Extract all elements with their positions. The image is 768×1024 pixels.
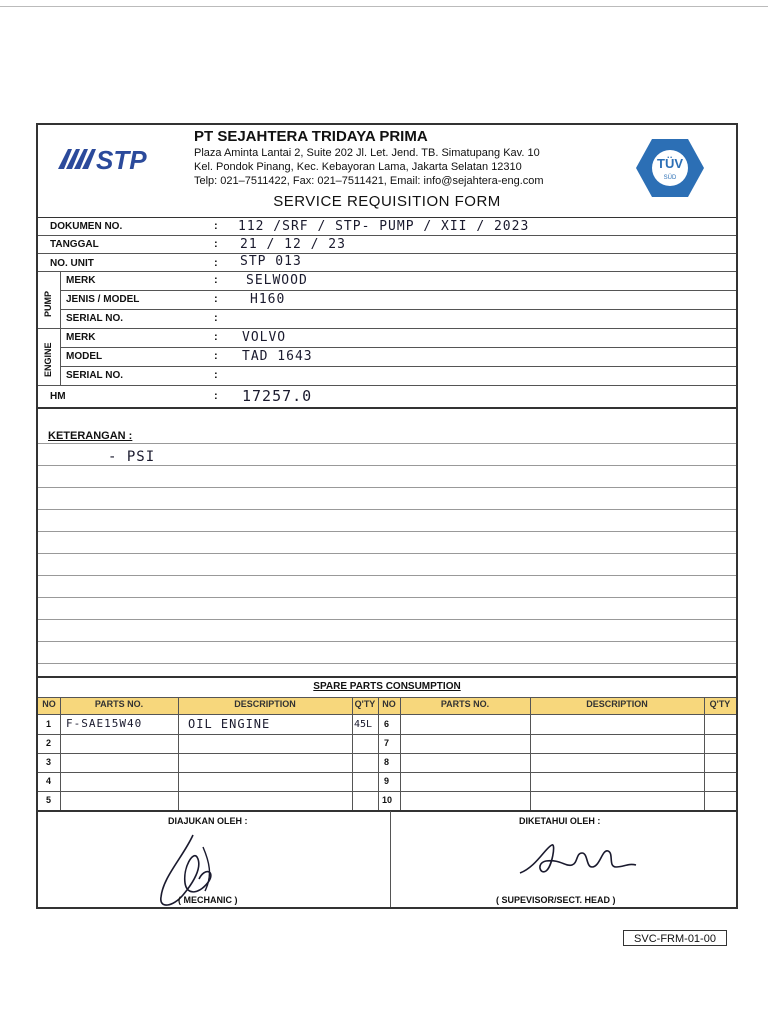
- pump-merk-label: MERK: [66, 275, 96, 286]
- form-header: [38, 125, 736, 218]
- acknowledged-by-label: DIKETAHUI OLEH :: [519, 816, 601, 826]
- note-line: [38, 663, 736, 664]
- colon: :: [214, 390, 218, 402]
- engine-merk-value: VOLVO: [242, 330, 287, 345]
- group-divider: [60, 271, 61, 385]
- colon: :: [214, 257, 218, 269]
- row1-qty: 45L: [354, 719, 373, 730]
- keterangan-note: - PSI: [108, 449, 156, 465]
- scan-edge-line: [0, 6, 768, 7]
- divider: [60, 347, 736, 348]
- engine-model-value: TAD 1643: [242, 349, 313, 364]
- pump-merk-value: SELWOOD: [246, 273, 308, 288]
- row-number: 7: [384, 738, 390, 748]
- colon: :: [214, 238, 218, 250]
- note-line: [38, 597, 736, 598]
- company-contact: Telp: 021–7511422, Fax: 021–7511421, Email: info@sejahtera-eng.com: [194, 175, 544, 187]
- supervisor-role: ( SUPEVISOR/SECT. HEAD ): [496, 895, 616, 905]
- spare-parts-title: SPARE PARTS CONSUMPTION: [313, 681, 461, 692]
- row-number: 10: [382, 795, 393, 805]
- row-number: 6: [384, 719, 390, 729]
- colon: :: [214, 331, 218, 343]
- service-requisition-form: [36, 123, 738, 909]
- colon: :: [214, 369, 218, 381]
- header-qty-right: Q'TY: [709, 699, 731, 709]
- dokumen-value: 112 /SRF / STP- PUMP / XII / 2023: [238, 219, 530, 234]
- table-bottom-line: [38, 810, 736, 812]
- colon: :: [214, 274, 218, 286]
- table-row-line: [38, 772, 736, 773]
- supervisor-signature: [516, 837, 646, 887]
- colon: :: [214, 220, 218, 232]
- divider: [60, 366, 736, 367]
- no-unit-value: STP 013: [240, 254, 302, 269]
- divider: [38, 328, 736, 329]
- row1-parts-no: F-SAE15W40: [66, 717, 143, 730]
- dokumen-label: DOKUMEN NO.: [50, 221, 123, 232]
- pump-serial-label: SERIAL NO.: [66, 313, 124, 324]
- header-parts-no-left: PARTS NO.: [94, 699, 144, 709]
- note-line: [38, 553, 736, 554]
- header-description-right: DESCRIPTION: [586, 699, 648, 709]
- company-name: PT SEJAHTERA TRIDAYA PRIMA: [194, 128, 428, 145]
- divider: [38, 271, 736, 272]
- header-qty-left: Q'TY: [354, 699, 376, 709]
- tuv-certification-badge: [634, 137, 706, 199]
- row-number: 2: [46, 738, 52, 748]
- divider: [38, 676, 736, 678]
- stp-logo-text: STP: [96, 145, 147, 173]
- row-number: 9: [384, 776, 390, 786]
- no-unit-label: NO. UNIT: [50, 258, 94, 269]
- signature-divider: [390, 811, 391, 907]
- row-number: 4: [46, 776, 52, 786]
- row-number: 3: [46, 757, 52, 767]
- note-line: [38, 531, 736, 532]
- colon: :: [214, 293, 218, 305]
- pump-model-label: JENIS / MODEL: [66, 294, 140, 305]
- table-row-line: [38, 791, 736, 792]
- engine-group-label: ENGINE: [43, 342, 53, 377]
- divider: [38, 235, 736, 236]
- tuv-text: TÜV: [657, 156, 683, 171]
- hm-value: 17257.0: [242, 387, 313, 405]
- divider: [38, 385, 736, 386]
- sud-text: SÜD: [663, 175, 677, 181]
- divider: [38, 407, 736, 409]
- divider: [60, 290, 736, 291]
- hm-label: HM: [50, 391, 66, 402]
- company-address-2: Kel. Pondok Pinang, Kec. Kebayoran Lama, Jakarta Selatan 12310: [194, 161, 522, 173]
- pump-model-value: H160: [250, 292, 286, 307]
- note-line: [38, 575, 736, 576]
- submitted-by-label: DIAJUKAN OLEH :: [168, 816, 248, 826]
- company-address-1: Plaza Aminta Lantai 2, Suite 202 Jl. Let. Jend. TB. Simatupang Kav. 10: [194, 147, 540, 159]
- divider: [60, 309, 736, 310]
- row-number: 5: [46, 795, 52, 805]
- row1-description: OIL ENGINE: [188, 717, 271, 731]
- table-row-line: [38, 734, 736, 735]
- note-line: [38, 443, 736, 444]
- note-line: [38, 619, 736, 620]
- header-description-left: DESCRIPTION: [234, 699, 296, 709]
- note-line: [38, 641, 736, 642]
- tanggal-value: 21 / 12 / 23: [240, 237, 346, 252]
- table-row-line: [38, 753, 736, 754]
- note-line: [38, 465, 736, 466]
- colon: :: [214, 312, 218, 324]
- header-no-left: NO: [42, 699, 56, 709]
- stp-logo: [58, 143, 183, 173]
- divider: [38, 253, 736, 254]
- pump-group-label: PUMP: [43, 290, 53, 317]
- form-title: SERVICE REQUISITION FORM: [273, 193, 501, 210]
- tanggal-label: TANGGAL: [50, 239, 99, 250]
- note-line: [38, 487, 736, 488]
- note-line: [38, 509, 736, 510]
- keterangan-label: KETERANGAN :: [48, 430, 133, 442]
- engine-merk-label: MERK: [66, 332, 96, 343]
- colon: :: [214, 350, 218, 362]
- row-number: 8: [384, 757, 390, 767]
- header-parts-no-right: PARTS NO.: [440, 699, 490, 709]
- document-code: SVC-FRM-01-00: [623, 930, 727, 946]
- engine-model-label: MODEL: [66, 351, 103, 362]
- engine-serial-label: SERIAL NO.: [66, 370, 124, 381]
- row-number: 1: [46, 719, 52, 729]
- header-no-right: NO: [382, 699, 396, 709]
- mechanic-role: ( MECHANIC ): [178, 895, 238, 905]
